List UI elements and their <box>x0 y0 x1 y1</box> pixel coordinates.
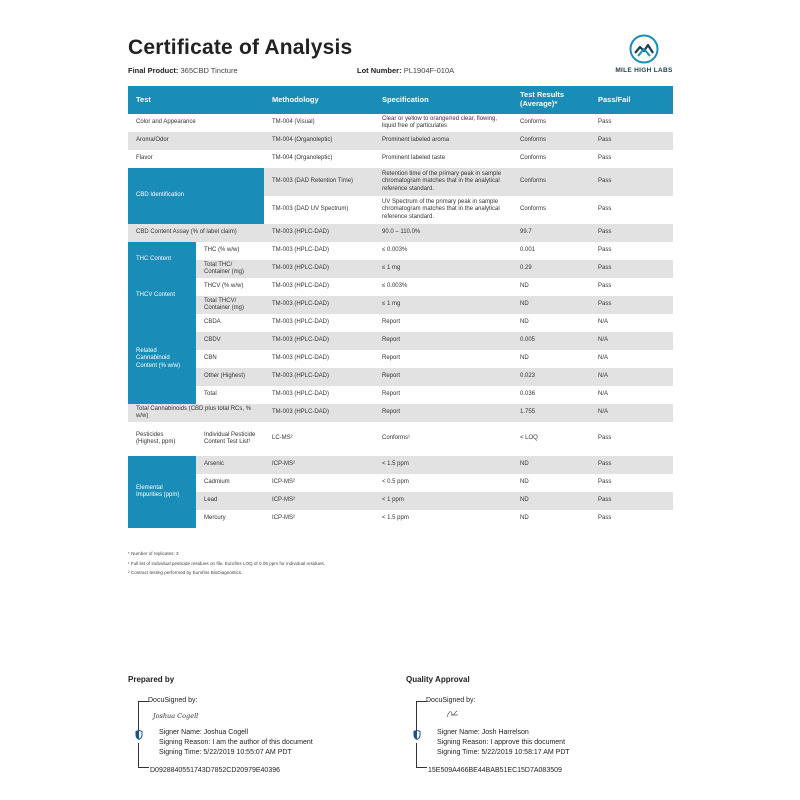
table-row <box>128 168 673 196</box>
logo-text: MILE HIGH LABS <box>615 67 673 74</box>
handwritten-signature: Joshua Cogell <box>153 712 199 720</box>
cell-spec: < 0.5 ppm <box>374 474 512 492</box>
lot-label: Lot Number: <box>357 66 402 75</box>
cell-pass-fail: Pass <box>590 224 673 242</box>
cell-method: TM-003 (HPLC-DAD) <box>264 368 374 386</box>
cell-pass-fail: N/A <box>590 368 673 386</box>
shield-icon <box>135 730 143 740</box>
cell-spec: UV Spectrum of the primary peak in sample chromatogram matches that in the analytical reference standard. <box>374 196 512 224</box>
cell-result: ND <box>512 474 590 492</box>
lot-value: PL1904F-010A <box>403 66 455 75</box>
cell-result: 0.001 <box>512 242 590 260</box>
table-row <box>128 368 673 386</box>
company-logo <box>612 34 676 74</box>
page-title: Certificate of Analysis <box>128 36 353 59</box>
cell-result: Conforms <box>512 114 590 132</box>
cell-sub: CBDA <box>196 314 264 332</box>
cell-result: ND <box>512 296 590 314</box>
cell-pass-fail: N/A <box>590 332 673 350</box>
table-row <box>128 314 673 332</box>
cell-test: Flavor <box>128 150 264 168</box>
docusigned-label: DocuSigned by: <box>148 697 198 704</box>
cell-pass-fail: Pass <box>590 510 673 528</box>
cell-pass-fail: Pass <box>590 492 673 510</box>
cell-result: ND <box>512 510 590 528</box>
footnote: ² Contract testing performed by Eurofins BioDiagnostics. <box>128 570 243 575</box>
product-label: Final Product: <box>128 66 179 75</box>
table-header-row <box>128 86 673 114</box>
table-row <box>128 242 673 260</box>
cell-result: < LOQ <box>512 422 590 456</box>
table-row <box>128 350 673 368</box>
table-row <box>128 260 673 278</box>
cell-method: TM-004 (Visual) <box>264 114 374 132</box>
cell-spec: Prominent labeled aroma <box>374 132 512 150</box>
cell-method: TM-003 (HPLC-DAD) <box>264 404 374 422</box>
cell-sub: Arsenic <box>196 456 264 474</box>
signer-name: Signer Name: Josh Harrelson <box>437 729 529 736</box>
cell-pass-fail: Pass <box>590 474 673 492</box>
cell-spec: < 1 ppm <box>374 492 512 510</box>
cell-spec: Report <box>374 368 512 386</box>
mountain-logo-icon <box>629 34 659 64</box>
cell-sub: THC (% w/w) <box>196 242 264 260</box>
cell-spec: 90.0 – 110.0% <box>374 224 512 242</box>
cell-result: ND <box>512 278 590 296</box>
cell-pass-fail: Pass <box>590 260 673 278</box>
cell-spec: ≤ 1 mg <box>374 260 512 278</box>
cell-result: 99.7 <box>512 224 590 242</box>
cell-method: TM-003 (HPLC-DAD) <box>264 332 374 350</box>
cell-method: TM-004 (Organoleptic) <box>264 150 374 168</box>
cell-result: 0.023 <box>512 368 590 386</box>
signature-bracket-bottom <box>416 743 427 768</box>
cell-test: CBD Content Assay (% of label claim) <box>128 224 264 242</box>
lot-line <box>357 66 454 75</box>
table-row <box>128 114 673 132</box>
header-specification: Specification <box>374 86 512 114</box>
cell-method: TM-003 (HPLC-DAD) <box>264 350 374 368</box>
cell-pass-fail: Pass <box>590 296 673 314</box>
cell-method: LC-MS² <box>264 422 374 456</box>
cell-method: TM-004 (Organoleptic) <box>264 132 374 150</box>
cell-spec: < 1.5 ppm <box>374 456 512 474</box>
cell-method: TM-003 (DAD Retention Time) <box>264 168 374 196</box>
signing-reason: Signing Reason: I am the author of this document <box>159 739 313 746</box>
table-row <box>128 510 673 528</box>
cell-group: THC Content <box>128 242 196 278</box>
docusigned-label: DocuSigned by: <box>426 697 476 704</box>
cell-result: 1.755 <box>512 404 590 422</box>
cell-group: Related Cannabinoid Content (% w/w) <box>128 314 196 404</box>
analysis-table <box>128 86 673 528</box>
cell-sub: CBDV <box>196 332 264 350</box>
cell-method: TM-003 (HPLC-DAD) <box>264 278 374 296</box>
cell-result: Conforms <box>512 132 590 150</box>
footnote: * Number of replicates: 3 <box>128 551 179 556</box>
table-row <box>128 456 673 474</box>
cell-pass-fail: Pass <box>590 278 673 296</box>
handwritten-signature-mark <box>446 709 460 719</box>
cell-result: ND <box>512 456 590 474</box>
cell-group: THCV Content <box>128 278 196 314</box>
cell-sub: Mercury <box>196 510 264 528</box>
shield-icon <box>413 730 421 740</box>
table-row <box>128 492 673 510</box>
cell-group: Elemental Impurities (ppm) <box>128 456 196 528</box>
cell-sub: Total THC/ Container (mg) <box>196 260 264 278</box>
table-row <box>128 332 673 350</box>
cell-pass-fail: Pass <box>590 150 673 168</box>
signer-name: Signer Name: Joshua Cogell <box>159 729 249 736</box>
cell-spec: Conforms¹ <box>374 422 512 456</box>
cell-sub: Lead <box>196 492 264 510</box>
cell-spec: Retention time of the primary peak in sample chromatogram matches that in the analytical reference standard. <box>374 168 512 196</box>
cell-test: Total Cannabinoids (CBD plus total RCs, % w/w) <box>128 404 264 422</box>
signing-reason: Signing Reason: I approve this document <box>437 739 566 746</box>
cell-result: Conforms <box>512 168 590 196</box>
cell-spec: Report <box>374 314 512 332</box>
product-line <box>128 66 238 75</box>
table-row <box>128 386 673 404</box>
cell-pass-fail: Pass <box>590 422 673 456</box>
cell-method: ICP-MS² <box>264 456 374 474</box>
table-row <box>128 296 673 314</box>
footnote: ¹ Full list of individual pesticide residues on file, Eurofins LOQ of 0.05 ppm for individual residues. <box>128 560 326 566</box>
table-row <box>128 474 673 492</box>
prepared-by-heading: Prepared by <box>128 675 175 684</box>
header-results: Test Results (Average)* <box>512 86 590 114</box>
signing-time: Signing Time: 5/22/2019 10:58:17 AM PDT <box>437 749 570 756</box>
cell-spec: Report <box>374 386 512 404</box>
cell-group: Pesticides (Highest, ppm) <box>128 422 196 456</box>
cell-method: TM-003 (HPLC-DAD) <box>264 386 374 404</box>
cell-pass-fail: Pass <box>590 168 673 196</box>
cell-result: 0.005 <box>512 332 590 350</box>
cell-spec: Report <box>374 332 512 350</box>
header-test: Test <box>128 86 264 114</box>
cell-method: TM-003 (HPLC-DAD) <box>264 242 374 260</box>
cell-method: TM-003 (HPLC-DAD) <box>264 260 374 278</box>
cell-pass-fail: N/A <box>590 386 673 404</box>
cell-spec: ≤ 0.003% <box>374 278 512 296</box>
cell-method: TM-003 (HPLC-DAD) <box>264 296 374 314</box>
cell-method: TM-003 (HPLC-DAD) <box>264 224 374 242</box>
cell-sub: Individual Pesticide Content Test List¹ <box>196 422 264 456</box>
cell-result: 0.29 <box>512 260 590 278</box>
cell-spec: < 1.5 ppm <box>374 510 512 528</box>
cell-method: ICP-MS² <box>264 492 374 510</box>
table-row <box>128 422 673 456</box>
cell-result: Conforms <box>512 196 590 224</box>
cell-spec: ≤ 1 mg <box>374 296 512 314</box>
cell-group: CBD Identification <box>128 168 264 224</box>
cell-pass-fail: Pass <box>590 132 673 150</box>
signature-id: 15E509A466BE44BAB51EC15D7A083509 <box>428 767 562 774</box>
cell-method: ICP-MS² <box>264 510 374 528</box>
cell-result: ND <box>512 350 590 368</box>
cell-pass-fail: Pass <box>590 114 673 132</box>
cell-spec: Report <box>374 350 512 368</box>
cell-method: TM-003 (HPLC-DAD) <box>264 314 374 332</box>
cell-pass-fail: N/A <box>590 350 673 368</box>
cell-test: Aroma/Odor <box>128 132 264 150</box>
cell-method: TM-003 (DAD UV Spectrum) <box>264 196 374 224</box>
signature-id: D0928840551743D7852CD20979E40396 <box>150 767 281 774</box>
header-pass-fail: Pass/Fail <box>590 86 673 114</box>
quality-approval-heading: Quality Approval <box>406 675 470 684</box>
cell-spec: ≤ 0.003% <box>374 242 512 260</box>
cell-method: ICP-MS² <box>264 474 374 492</box>
cell-sub: CBN <box>196 350 264 368</box>
cell-sub: Total <box>196 386 264 404</box>
cell-pass-fail: N/A <box>590 314 673 332</box>
signature-bracket-bottom <box>138 743 149 768</box>
header-methodology: Methodology <box>264 86 374 114</box>
cell-pass-fail: Pass <box>590 456 673 474</box>
cell-result: ND <box>512 314 590 332</box>
cell-result: 0.036 <box>512 386 590 404</box>
table-row <box>128 132 673 150</box>
product-value: 365CBD Tincture <box>180 66 238 75</box>
cell-sub: Cadmium <box>196 474 264 492</box>
table-row <box>128 404 673 422</box>
cell-result: Conforms <box>512 150 590 168</box>
cell-pass-fail: Pass <box>590 242 673 260</box>
cell-result: ND <box>512 492 590 510</box>
table-row <box>128 278 673 296</box>
cell-spec: Report <box>374 404 512 422</box>
cell-sub: Total THCV/ Container (mg) <box>196 296 264 314</box>
signing-time: Signing Time: 5/22/2019 10:55:07 AM PDT <box>159 749 292 756</box>
table-row <box>128 150 673 168</box>
cell-sub: THCV (% w/w) <box>196 278 264 296</box>
cell-spec: Clear or yellow to orange/red clear, flowing, liquid free of particulates <box>374 114 512 132</box>
table-row <box>128 224 673 242</box>
cell-pass-fail: Pass <box>590 196 673 224</box>
cell-test: Color and Appearance <box>128 114 264 132</box>
cell-spec: Prominent labeled taste <box>374 150 512 168</box>
footnotes <box>128 549 325 578</box>
cell-sub: Other (Highest) <box>196 368 264 386</box>
cell-pass-fail: N/A <box>590 404 673 422</box>
